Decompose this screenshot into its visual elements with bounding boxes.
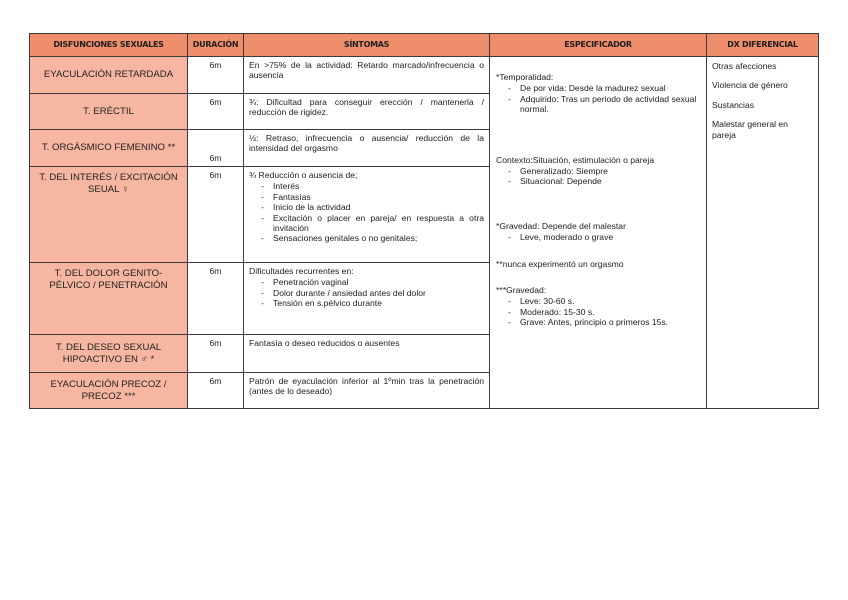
list-item: - Adquirido: Tras un periodo de actividad sexual normal. (508, 94, 700, 115)
premature-severity-title: ***Gravedad: (496, 285, 547, 296)
list-item: - Interés (261, 181, 484, 191)
disorder-name: EYACULACIÓN RETARDADA (30, 57, 188, 94)
symptoms-text: ¾: Dificultad para conseguir erección / mantenerla / reducción de rigidez. (244, 94, 490, 130)
disorder-name: T. ORGÁSMICO FEMENINO ** (30, 130, 188, 167)
table-row (30, 57, 819, 94)
symptoms-text: ½: Retraso, infrecuencia o ausencia/ reducción de la intensidad del orgasmo (244, 130, 490, 167)
severity-block (496, 221, 700, 243)
list-item: - De por vida: Desde la madurez sexual (508, 83, 700, 93)
never-orgasm-text: **nunca experimentó un orgasmo (496, 258, 624, 269)
disorder-name: T. ERÉCTIL (30, 94, 188, 130)
header-disorders: DISFUNCIONES SEXUALES (30, 34, 188, 57)
differential-item: Violencia de género (712, 80, 788, 91)
duration-value: 6m (188, 130, 244, 167)
symptoms-text: Patrón de eyaculación inferior al 1ºmin tras la penetración (antes de lo deseado) (244, 373, 490, 409)
header-symptoms: SÍNTOMAS (244, 34, 490, 57)
sexual-dysfunctions-table (29, 33, 819, 409)
differential-cell (707, 57, 819, 409)
list-item: - Grave: Antes, principio o primeros 15s. (508, 317, 700, 327)
duration-value: 6m (188, 167, 244, 263)
differential-item: Otras afecciones (712, 61, 777, 71)
list-item: - Tensión en s.pélvico durante (261, 298, 484, 308)
duration-value: 6m (188, 57, 244, 94)
disorder-name: EYACULACIÓN PRECOZ / PRECOZ *** (30, 373, 188, 409)
header-row (30, 34, 819, 57)
symptoms-cell (244, 263, 490, 335)
temporality-block (496, 72, 700, 115)
differential-item: Malestar general en pareja (712, 119, 788, 140)
list-item: - Excitación o placer en pareja/ en respuesta a otra invitación (261, 213, 484, 234)
symptoms-text: En >75% de la actividad: Retardo marcado/infrecuencia o ausencia (244, 57, 490, 94)
premature-severity-block (496, 285, 700, 328)
symptoms-intro: ¾ Reducción o ausencia de; (249, 170, 358, 180)
header-differential: DX DIFERENCIAL (707, 34, 819, 57)
list-item: - Generalizado: Siempre (508, 166, 700, 176)
header-duration: DURACIÓN (188, 34, 244, 57)
symptoms-intro: Dificultades recurrentes en: (249, 266, 354, 276)
list-item: - Leve: 30-60 s. (508, 296, 700, 306)
disorder-name: T. DEL DOLOR GENITO-PÉLVICO / PENETRACIÓN (30, 263, 188, 335)
duration-value: 6m (188, 94, 244, 130)
duration-value: 6m (188, 373, 244, 409)
disorder-name: T. DEL DESEO SEXUAL HIPOACTIVO EN ♂ * (30, 335, 188, 373)
never-orgasm-note (496, 259, 700, 269)
list-item: - Leve, moderado o grave (508, 232, 700, 242)
header-specifier: ESPECIFICADOR (490, 34, 707, 57)
symptoms-text: Fantasía o deseo reducidos o ausentes (244, 335, 490, 373)
list-item: - Inicio de la actividad (261, 202, 484, 212)
list-item: - Moderado: 15-30 s. (508, 307, 700, 317)
duration-value: 6m (188, 335, 244, 373)
list-item: - Sensaciones genitales o no genitales; (261, 233, 484, 243)
duration-value: 6m (188, 263, 244, 335)
temporality-title: *Temporalidad: (496, 72, 554, 82)
differential-item: Sustancias (712, 99, 755, 110)
list-item: - Fantasías (261, 192, 484, 202)
list-item: - Dolor durante / ansiedad antes del dolor (261, 288, 484, 298)
context-block (496, 155, 700, 187)
list-item: - Situacional: Depende (508, 176, 700, 186)
severity-title: *Gravedad: Depende del malestar (496, 220, 626, 231)
list-item: - Penetración vaginal (261, 277, 484, 287)
specifier-cell (490, 57, 707, 409)
context-title: Contexto:Situación, estimulación o pareja (496, 154, 655, 165)
disorder-name: T. DEL INTERÉS / EXCITACIÓN SEUAL ♀ (30, 167, 188, 263)
symptoms-cell (244, 167, 490, 263)
